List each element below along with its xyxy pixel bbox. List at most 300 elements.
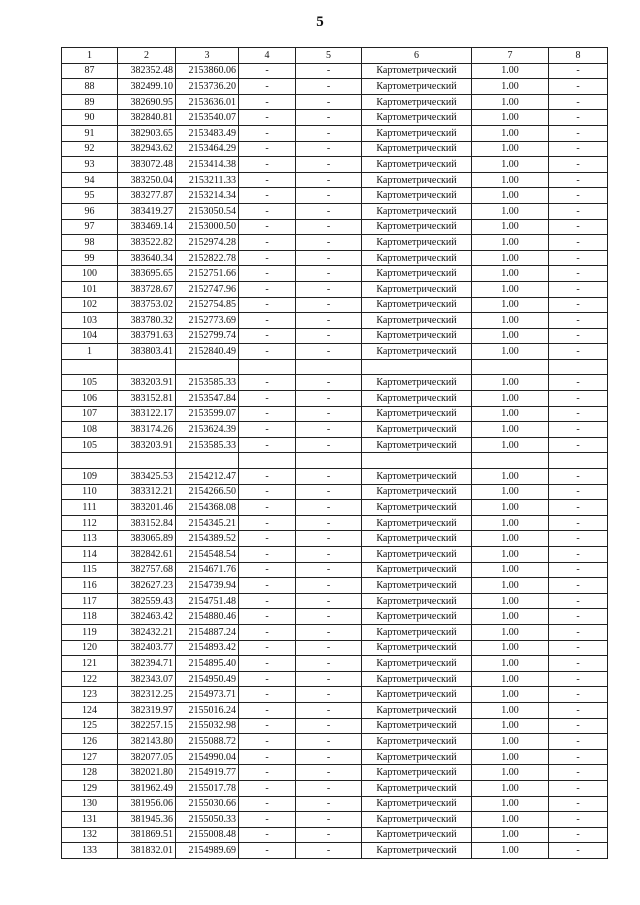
table-cell: - bbox=[239, 375, 296, 391]
table-row bbox=[62, 640, 608, 656]
table-cell: 382403.77 bbox=[118, 640, 176, 656]
table-cell: 1.00 bbox=[472, 718, 549, 734]
table-cell bbox=[118, 453, 176, 469]
table-row bbox=[62, 484, 608, 500]
table-cell: 382343.07 bbox=[118, 671, 176, 687]
table-cell: - bbox=[296, 437, 362, 453]
table-cell: - bbox=[549, 94, 608, 110]
table-cell: - bbox=[296, 94, 362, 110]
table-cell: - bbox=[239, 328, 296, 344]
table-cell: - bbox=[549, 624, 608, 640]
table-cell: - bbox=[296, 375, 362, 391]
column-header: 4 bbox=[239, 48, 296, 64]
table-cell: 382143.80 bbox=[118, 734, 176, 750]
table-cell: Картометрический bbox=[362, 344, 472, 360]
table-cell: - bbox=[549, 593, 608, 609]
table-cell: - bbox=[239, 547, 296, 563]
table-cell: Картометрический bbox=[362, 469, 472, 485]
table-row bbox=[62, 687, 608, 703]
table-row bbox=[62, 843, 608, 859]
table-cell: 383201.46 bbox=[118, 500, 176, 516]
table-cell: - bbox=[549, 531, 608, 547]
table-cell: 383122.17 bbox=[118, 406, 176, 422]
separator-row bbox=[62, 359, 608, 375]
table-cell: Картометрический bbox=[362, 235, 472, 251]
table-cell: Картометрический bbox=[362, 827, 472, 843]
table-cell: 2153585.33 bbox=[176, 375, 239, 391]
table-cell: - bbox=[239, 266, 296, 282]
table-cell: 117 bbox=[62, 593, 118, 609]
table-cell: - bbox=[239, 796, 296, 812]
table-cell: 94 bbox=[62, 172, 118, 188]
table-cell: 2152799.74 bbox=[176, 328, 239, 344]
table-cell: 383425.53 bbox=[118, 469, 176, 485]
table-cell: Картометрический bbox=[362, 531, 472, 547]
table-cell: Картометрический bbox=[362, 718, 472, 734]
table-cell: - bbox=[549, 734, 608, 750]
table-cell: 1.00 bbox=[472, 624, 549, 640]
table-cell: - bbox=[239, 172, 296, 188]
table-cell: - bbox=[549, 235, 608, 251]
table-cell: 2154895.40 bbox=[176, 656, 239, 672]
table-cell: 89 bbox=[62, 94, 118, 110]
table-cell: 2154266.50 bbox=[176, 484, 239, 500]
table-cell: - bbox=[239, 94, 296, 110]
table-cell: Картометрический bbox=[362, 609, 472, 625]
table-cell: - bbox=[296, 235, 362, 251]
table-cell: 2152822.78 bbox=[176, 250, 239, 266]
table-cell: - bbox=[296, 188, 362, 204]
table-cell: 1.00 bbox=[472, 843, 549, 859]
table-cell: 383152.81 bbox=[118, 391, 176, 407]
table-row bbox=[62, 344, 608, 360]
table-row bbox=[62, 609, 608, 625]
table-cell: - bbox=[549, 203, 608, 219]
table-cell: - bbox=[296, 562, 362, 578]
table-row bbox=[62, 734, 608, 750]
table-cell: - bbox=[296, 702, 362, 718]
table-cell: 2154739.94 bbox=[176, 578, 239, 594]
table-cell: - bbox=[549, 110, 608, 126]
table-cell: - bbox=[296, 515, 362, 531]
table-row bbox=[62, 718, 608, 734]
table-cell: - bbox=[296, 780, 362, 796]
table-cell: - bbox=[296, 79, 362, 95]
table-cell: 96 bbox=[62, 203, 118, 219]
table-row bbox=[62, 203, 608, 219]
table-cell: 107 bbox=[62, 406, 118, 422]
table-row bbox=[62, 702, 608, 718]
table-cell: - bbox=[296, 640, 362, 656]
table-cell bbox=[549, 359, 608, 375]
table-cell: - bbox=[239, 141, 296, 157]
table-cell: 114 bbox=[62, 547, 118, 563]
table-cell: - bbox=[549, 547, 608, 563]
table-cell: 100 bbox=[62, 266, 118, 282]
table-cell: 129 bbox=[62, 780, 118, 796]
table-cell bbox=[62, 359, 118, 375]
table-cell: - bbox=[549, 188, 608, 204]
table-cell: - bbox=[239, 843, 296, 859]
table-cell: 131 bbox=[62, 812, 118, 828]
table-cell: 383174.26 bbox=[118, 422, 176, 438]
table-cell: 99 bbox=[62, 250, 118, 266]
table-cell: - bbox=[549, 796, 608, 812]
table-cell: - bbox=[296, 593, 362, 609]
table-cell: 383640.34 bbox=[118, 250, 176, 266]
table-cell: 383728.67 bbox=[118, 281, 176, 297]
table-row bbox=[62, 391, 608, 407]
table-cell: - bbox=[239, 578, 296, 594]
table-cell: - bbox=[296, 63, 362, 79]
table-cell: - bbox=[296, 749, 362, 765]
table-cell: 383419.27 bbox=[118, 203, 176, 219]
table-row bbox=[62, 656, 608, 672]
column-header: 2 bbox=[118, 48, 176, 64]
table-cell: 2153599.07 bbox=[176, 406, 239, 422]
table-cell: - bbox=[239, 765, 296, 781]
table-cell: 382394.71 bbox=[118, 656, 176, 672]
table-cell: - bbox=[296, 609, 362, 625]
table-cell: - bbox=[239, 297, 296, 313]
table-cell: - bbox=[239, 531, 296, 547]
table-cell: Картометрический bbox=[362, 749, 472, 765]
table-cell: 382077.05 bbox=[118, 749, 176, 765]
table-cell: 382840.81 bbox=[118, 110, 176, 126]
table-cell: 382842.61 bbox=[118, 547, 176, 563]
table-cell: - bbox=[549, 344, 608, 360]
table-cell: - bbox=[296, 110, 362, 126]
table-cell bbox=[239, 359, 296, 375]
table-cell: - bbox=[239, 110, 296, 126]
table-cell: 108 bbox=[62, 422, 118, 438]
table-row bbox=[62, 63, 608, 79]
table-cell: 2154973.71 bbox=[176, 687, 239, 703]
table-cell: Картометрический bbox=[362, 297, 472, 313]
table-cell bbox=[472, 453, 549, 469]
table-cell: 1.00 bbox=[472, 531, 549, 547]
table-cell: Картометрический bbox=[362, 266, 472, 282]
table-cell: 2155030.66 bbox=[176, 796, 239, 812]
table-cell: Картометрический bbox=[362, 547, 472, 563]
table-row bbox=[62, 281, 608, 297]
table-cell: Картометрический bbox=[362, 500, 472, 516]
table-row bbox=[62, 827, 608, 843]
table-cell: 2153050.54 bbox=[176, 203, 239, 219]
table-cell: 382690.95 bbox=[118, 94, 176, 110]
table-cell: 113 bbox=[62, 531, 118, 547]
table-cell: - bbox=[239, 500, 296, 516]
table-cell: 381945.36 bbox=[118, 812, 176, 828]
table-cell: 1.00 bbox=[472, 328, 549, 344]
table-cell: 1.00 bbox=[472, 765, 549, 781]
column-header: 1 bbox=[62, 48, 118, 64]
table-cell: - bbox=[549, 79, 608, 95]
table-cell: Картометрический bbox=[362, 437, 472, 453]
table-cell: 2154887.24 bbox=[176, 624, 239, 640]
table-cell: 118 bbox=[62, 609, 118, 625]
table-cell: 382943.62 bbox=[118, 141, 176, 157]
table-cell: 2155008.48 bbox=[176, 827, 239, 843]
table-cell: 381956.06 bbox=[118, 796, 176, 812]
table-cell: 2154919.77 bbox=[176, 765, 239, 781]
table-row bbox=[62, 172, 608, 188]
table-cell: 110 bbox=[62, 484, 118, 500]
table-cell: - bbox=[239, 515, 296, 531]
table-cell: Картометрический bbox=[362, 624, 472, 640]
table-cell: - bbox=[239, 422, 296, 438]
table-cell: 1 bbox=[62, 344, 118, 360]
table-row bbox=[62, 812, 608, 828]
table-cell: 1.00 bbox=[472, 547, 549, 563]
table-cell: Картометрический bbox=[362, 687, 472, 703]
table-cell: 383203.91 bbox=[118, 375, 176, 391]
table-cell: 383522.82 bbox=[118, 235, 176, 251]
table-cell: 1.00 bbox=[472, 734, 549, 750]
table-cell bbox=[362, 359, 472, 375]
table-cell: - bbox=[549, 141, 608, 157]
table-cell: 382627.23 bbox=[118, 578, 176, 594]
table-row bbox=[62, 188, 608, 204]
table-cell: Картометрический bbox=[362, 422, 472, 438]
table-cell: 381869.51 bbox=[118, 827, 176, 843]
table-cell: 2153585.33 bbox=[176, 437, 239, 453]
table-cell: 2154989.69 bbox=[176, 843, 239, 859]
table-cell: 128 bbox=[62, 765, 118, 781]
table-cell: Картометрический bbox=[362, 110, 472, 126]
table-cell bbox=[176, 359, 239, 375]
table-cell: 2153483.49 bbox=[176, 125, 239, 141]
table-row bbox=[62, 578, 608, 594]
table-cell: 383072.48 bbox=[118, 157, 176, 173]
table-cell: 122 bbox=[62, 671, 118, 687]
table-cell: Картометрический bbox=[362, 843, 472, 859]
table-cell: 1.00 bbox=[472, 687, 549, 703]
header-row bbox=[62, 48, 608, 64]
table-cell: - bbox=[239, 406, 296, 422]
table-cell: - bbox=[296, 219, 362, 235]
table-cell: 1.00 bbox=[472, 780, 549, 796]
table-cell: - bbox=[549, 780, 608, 796]
table-cell: 383780.32 bbox=[118, 313, 176, 329]
table-cell: - bbox=[296, 406, 362, 422]
table-cell: 1.00 bbox=[472, 297, 549, 313]
table-cell: - bbox=[239, 250, 296, 266]
table-cell: 383152.84 bbox=[118, 515, 176, 531]
table-cell: 93 bbox=[62, 157, 118, 173]
table-cell: Картометрический bbox=[362, 484, 472, 500]
table-cell: - bbox=[239, 718, 296, 734]
table-cell: 2154212.47 bbox=[176, 469, 239, 485]
table-cell: - bbox=[296, 812, 362, 828]
table-cell: 383312.21 bbox=[118, 484, 176, 500]
table-cell: Картометрический bbox=[362, 141, 472, 157]
table-cell: - bbox=[549, 125, 608, 141]
table-cell: Картометрический bbox=[362, 734, 472, 750]
table-cell: - bbox=[549, 671, 608, 687]
table-row bbox=[62, 515, 608, 531]
table-cell: - bbox=[549, 328, 608, 344]
table-cell: 112 bbox=[62, 515, 118, 531]
table-cell: - bbox=[549, 578, 608, 594]
table-cell: - bbox=[239, 749, 296, 765]
table-cell: Картометрический bbox=[362, 328, 472, 344]
table-cell: - bbox=[549, 422, 608, 438]
table-cell bbox=[62, 453, 118, 469]
table-cell: - bbox=[239, 63, 296, 79]
table-row bbox=[62, 749, 608, 765]
table-cell: - bbox=[239, 702, 296, 718]
table-cell: 1.00 bbox=[472, 157, 549, 173]
table-cell: 2153000.50 bbox=[176, 219, 239, 235]
table-cell: 1.00 bbox=[472, 422, 549, 438]
table-cell: - bbox=[296, 328, 362, 344]
table-row bbox=[62, 94, 608, 110]
table-cell: Картометрический bbox=[362, 63, 472, 79]
table-cell: - bbox=[549, 391, 608, 407]
table-cell: - bbox=[549, 656, 608, 672]
table-cell: 2152773.69 bbox=[176, 313, 239, 329]
table-cell: 104 bbox=[62, 328, 118, 344]
table-cell: - bbox=[549, 687, 608, 703]
table-cell: Картометрический bbox=[362, 593, 472, 609]
table-cell: 382312.25 bbox=[118, 687, 176, 703]
table-cell: 2152974.28 bbox=[176, 235, 239, 251]
table-cell: - bbox=[239, 79, 296, 95]
table-cell bbox=[296, 453, 362, 469]
table-row bbox=[62, 219, 608, 235]
table-row bbox=[62, 110, 608, 126]
table-cell: - bbox=[296, 297, 362, 313]
table-row bbox=[62, 328, 608, 344]
table-cell: 2154671.76 bbox=[176, 562, 239, 578]
table-cell: 1.00 bbox=[472, 235, 549, 251]
table-cell: 127 bbox=[62, 749, 118, 765]
table-cell: 1.00 bbox=[472, 515, 549, 531]
table-cell: Картометрический bbox=[362, 157, 472, 173]
table-cell: Картометрический bbox=[362, 578, 472, 594]
table-cell: Картометрический bbox=[362, 172, 472, 188]
coordinates-table bbox=[61, 47, 608, 859]
table-cell: - bbox=[239, 609, 296, 625]
table-cell bbox=[472, 359, 549, 375]
column-header: 6 bbox=[362, 48, 472, 64]
table-cell: 2155032.98 bbox=[176, 718, 239, 734]
table-cell: - bbox=[549, 375, 608, 391]
table-cell: Картометрический bbox=[362, 203, 472, 219]
table-cell: - bbox=[239, 219, 296, 235]
table-cell: 106 bbox=[62, 391, 118, 407]
table-cell: 2153540.07 bbox=[176, 110, 239, 126]
table-cell: - bbox=[239, 203, 296, 219]
table-cell: Картометрический bbox=[362, 562, 472, 578]
table-cell: 1.00 bbox=[472, 79, 549, 95]
table-cell: - bbox=[296, 266, 362, 282]
table-row bbox=[62, 780, 608, 796]
table-row bbox=[62, 422, 608, 438]
table-cell: - bbox=[296, 157, 362, 173]
table-cell: - bbox=[296, 765, 362, 781]
table-cell: 95 bbox=[62, 188, 118, 204]
table-row bbox=[62, 375, 608, 391]
table-cell: - bbox=[296, 624, 362, 640]
table-cell: 383753.02 bbox=[118, 297, 176, 313]
table-cell: 1.00 bbox=[472, 437, 549, 453]
table-cell: - bbox=[549, 827, 608, 843]
table-cell: - bbox=[239, 157, 296, 173]
table-cell bbox=[296, 359, 362, 375]
table-cell: - bbox=[549, 266, 608, 282]
table-cell: 2155088.72 bbox=[176, 734, 239, 750]
table-cell: 382499.10 bbox=[118, 79, 176, 95]
table-cell: Картометрический bbox=[362, 94, 472, 110]
table-cell: 1.00 bbox=[472, 484, 549, 500]
table-cell: 92 bbox=[62, 141, 118, 157]
table-cell: 87 bbox=[62, 63, 118, 79]
table-cell: 1.00 bbox=[472, 827, 549, 843]
table-cell: 105 bbox=[62, 375, 118, 391]
column-header: 8 bbox=[549, 48, 608, 64]
table-cell bbox=[118, 359, 176, 375]
table-cell: - bbox=[549, 843, 608, 859]
table-cell: Картометрический bbox=[362, 640, 472, 656]
table-cell: - bbox=[296, 469, 362, 485]
table-row bbox=[62, 624, 608, 640]
table-cell: 1.00 bbox=[472, 562, 549, 578]
table-cell: 2153547.84 bbox=[176, 391, 239, 407]
table-cell: - bbox=[549, 297, 608, 313]
table-cell: 1.00 bbox=[472, 702, 549, 718]
table-row bbox=[62, 593, 608, 609]
table-cell: - bbox=[296, 843, 362, 859]
table-cell: - bbox=[296, 827, 362, 843]
table-cell: 382257.15 bbox=[118, 718, 176, 734]
table-cell: 1.00 bbox=[472, 812, 549, 828]
table-cell: 2154893.42 bbox=[176, 640, 239, 656]
table-cell: - bbox=[239, 671, 296, 687]
table-cell: 1.00 bbox=[472, 141, 549, 157]
table-cell bbox=[239, 453, 296, 469]
table-cell: - bbox=[549, 484, 608, 500]
table-row bbox=[62, 531, 608, 547]
table-cell: - bbox=[239, 624, 296, 640]
table-cell: 126 bbox=[62, 734, 118, 750]
table-cell: 109 bbox=[62, 469, 118, 485]
table-row bbox=[62, 437, 608, 453]
table-cell: 2155017.78 bbox=[176, 780, 239, 796]
table-cell: - bbox=[549, 406, 608, 422]
table-cell: - bbox=[549, 500, 608, 516]
table-cell: - bbox=[296, 172, 362, 188]
table-cell: 103 bbox=[62, 313, 118, 329]
table-cell: - bbox=[296, 578, 362, 594]
table-cell: 125 bbox=[62, 718, 118, 734]
table-cell: - bbox=[239, 687, 296, 703]
table-row bbox=[62, 796, 608, 812]
table-cell: 383469.14 bbox=[118, 219, 176, 235]
table-cell: - bbox=[549, 702, 608, 718]
table-cell: 382352.48 bbox=[118, 63, 176, 79]
table-cell: 1.00 bbox=[472, 266, 549, 282]
table-cell: 1.00 bbox=[472, 749, 549, 765]
table-cell: - bbox=[239, 188, 296, 204]
table-cell: - bbox=[296, 313, 362, 329]
table-cell: 2154389.52 bbox=[176, 531, 239, 547]
table-cell: - bbox=[296, 203, 362, 219]
table-cell: - bbox=[549, 515, 608, 531]
table-cell: 2154990.04 bbox=[176, 749, 239, 765]
page-number: 5 bbox=[316, 14, 324, 30]
